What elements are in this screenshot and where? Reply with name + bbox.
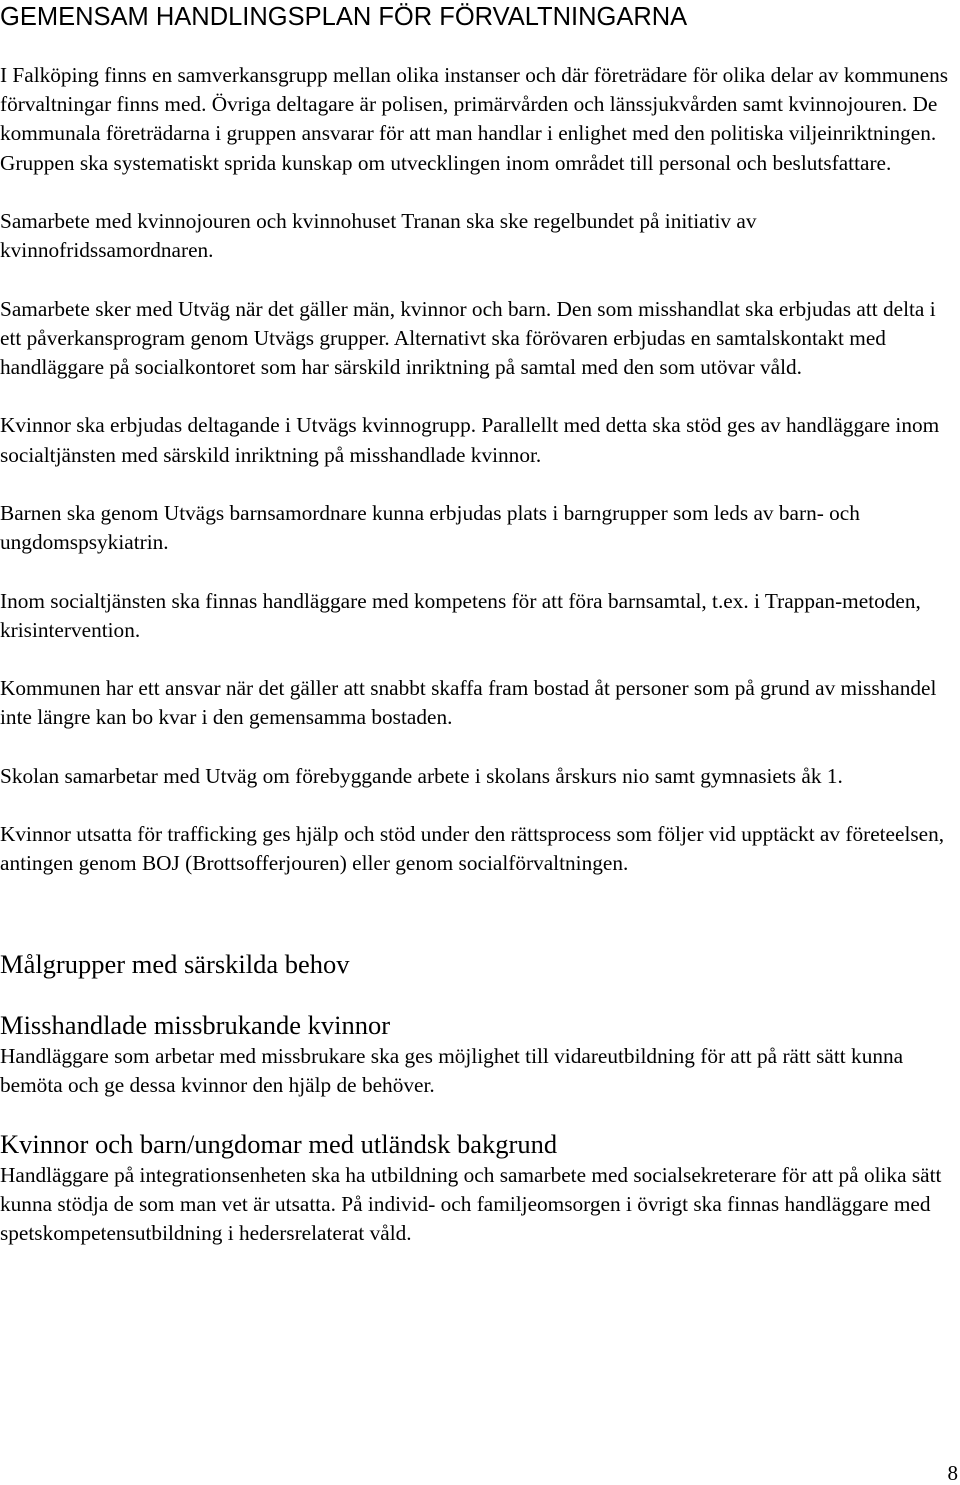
paragraph-barngrupper: Barnen ska genom Utvägs barnsamordnare kunna erbjudas plats i barngrupper som leds av barn- och ungdomspsykiatrin. (0, 500, 860, 555)
paragraph-samverkansgrupp: I Falköping finns en samverkansgrupp mellan olika instanser och där företrädare för olika delar av kommunens förvaltningar finns med. Övriga deltagare är polisen, primärvården och länssjukvården samt kvinnojouren. De kommunala företrädarna i gruppen ansvarar för att man handlar i enlighet med den politiska viljeinriktningen. Gruppen ska systematiskt sprida kunskap om utvecklingen inom området till personal och beslutsfattare. (0, 63, 949, 175)
page-title: GEMENSAM HANDLINGSPLAN FÖR FÖRVALTNINGARNA (0, 3, 688, 31)
paragraph-bostad: Kommunen har ett ansvar när det gäller att snabbt skaffa fram bostad åt personer som på grund av misshandel inte längre kan bo kvar i den gemensamma bostaden. (0, 676, 937, 730)
page-number: 8 (947, 1461, 958, 1485)
paragraph-trafficking: Kvinnor utsatta för trafficking ges hjälp och stöd under den rättsprocess som följer vid upptäckt av företeelsen, antingen genom BOJ (Brottsofferjouren) eller genom socialförvaltningen. (0, 822, 945, 876)
subsection-text: Handläggare på integrationsenheten ska ha utbildning och samarbete med socialsekreterare för att på olika sätt kunna stödja de som man vet är utsatta. På individ- och familjeomsorgen i övrigt ska finnas handläggare med spetskompetensutbildning i hedersrelaterat våld. (0, 1162, 942, 1246)
subsection-utlandsk-bakgrund (0, 1128, 958, 1249)
paragraph-utvag-samarbete: Samarbete sker med Utväg när det gäller män, kvinnor och barn. Den som misshandlat ska erbjudas att delta i ett påverkansprogram genom Utvägs grupper. Alternativt ska förövaren erbjudas en samtalskontakt med handläggare på socialkontoret som har särskild inriktning på samtal med den som utövar våld. (0, 296, 936, 379)
paragraph-barnsamtal: Inom socialtjänsten ska finnas handläggare med kompetens för att föra barnsamtal, t.ex. i Trappan-metoden, krisintervention. (0, 588, 921, 642)
subsection-heading: Kvinnor och barn/ungdomar med utländsk bakgrund (0, 1128, 558, 1159)
section-heading: Målgrupper med särskilda behov (0, 948, 350, 979)
subsection-missbrukande (0, 1009, 958, 1100)
subsection-heading: Misshandlade missbrukande kvinnor (0, 1009, 391, 1040)
paragraph-kvinnogrupp: Kvinnor ska erbjudas deltagande i Utvägs kvinnogrupp. Parallellt med detta ska stöd ges av handläggare inom socialtjänsten med särskild inriktning på misshandlade kvinnor. (0, 413, 940, 467)
paragraph-kvinnojouren: Samarbete med kvinnojouren och kvinnohuset Tranan ska ske regelbundet på initiativ av kvinnofridssamordnaren. (0, 209, 757, 263)
paragraph-skolan: Skolan samarbetar med Utväg om förebyggande arbete i skolans årskurs nio samt gymnasiets åk 1. (0, 763, 843, 788)
document-body (0, 61, 958, 1249)
subsection-text: Handläggare som arbetar med missbrukare ska ges möjlighet till vidareutbildning för att på rätt sätt kunna bemöta och ge dessa kvinnor den hjälp de behöver. (0, 1043, 904, 1097)
